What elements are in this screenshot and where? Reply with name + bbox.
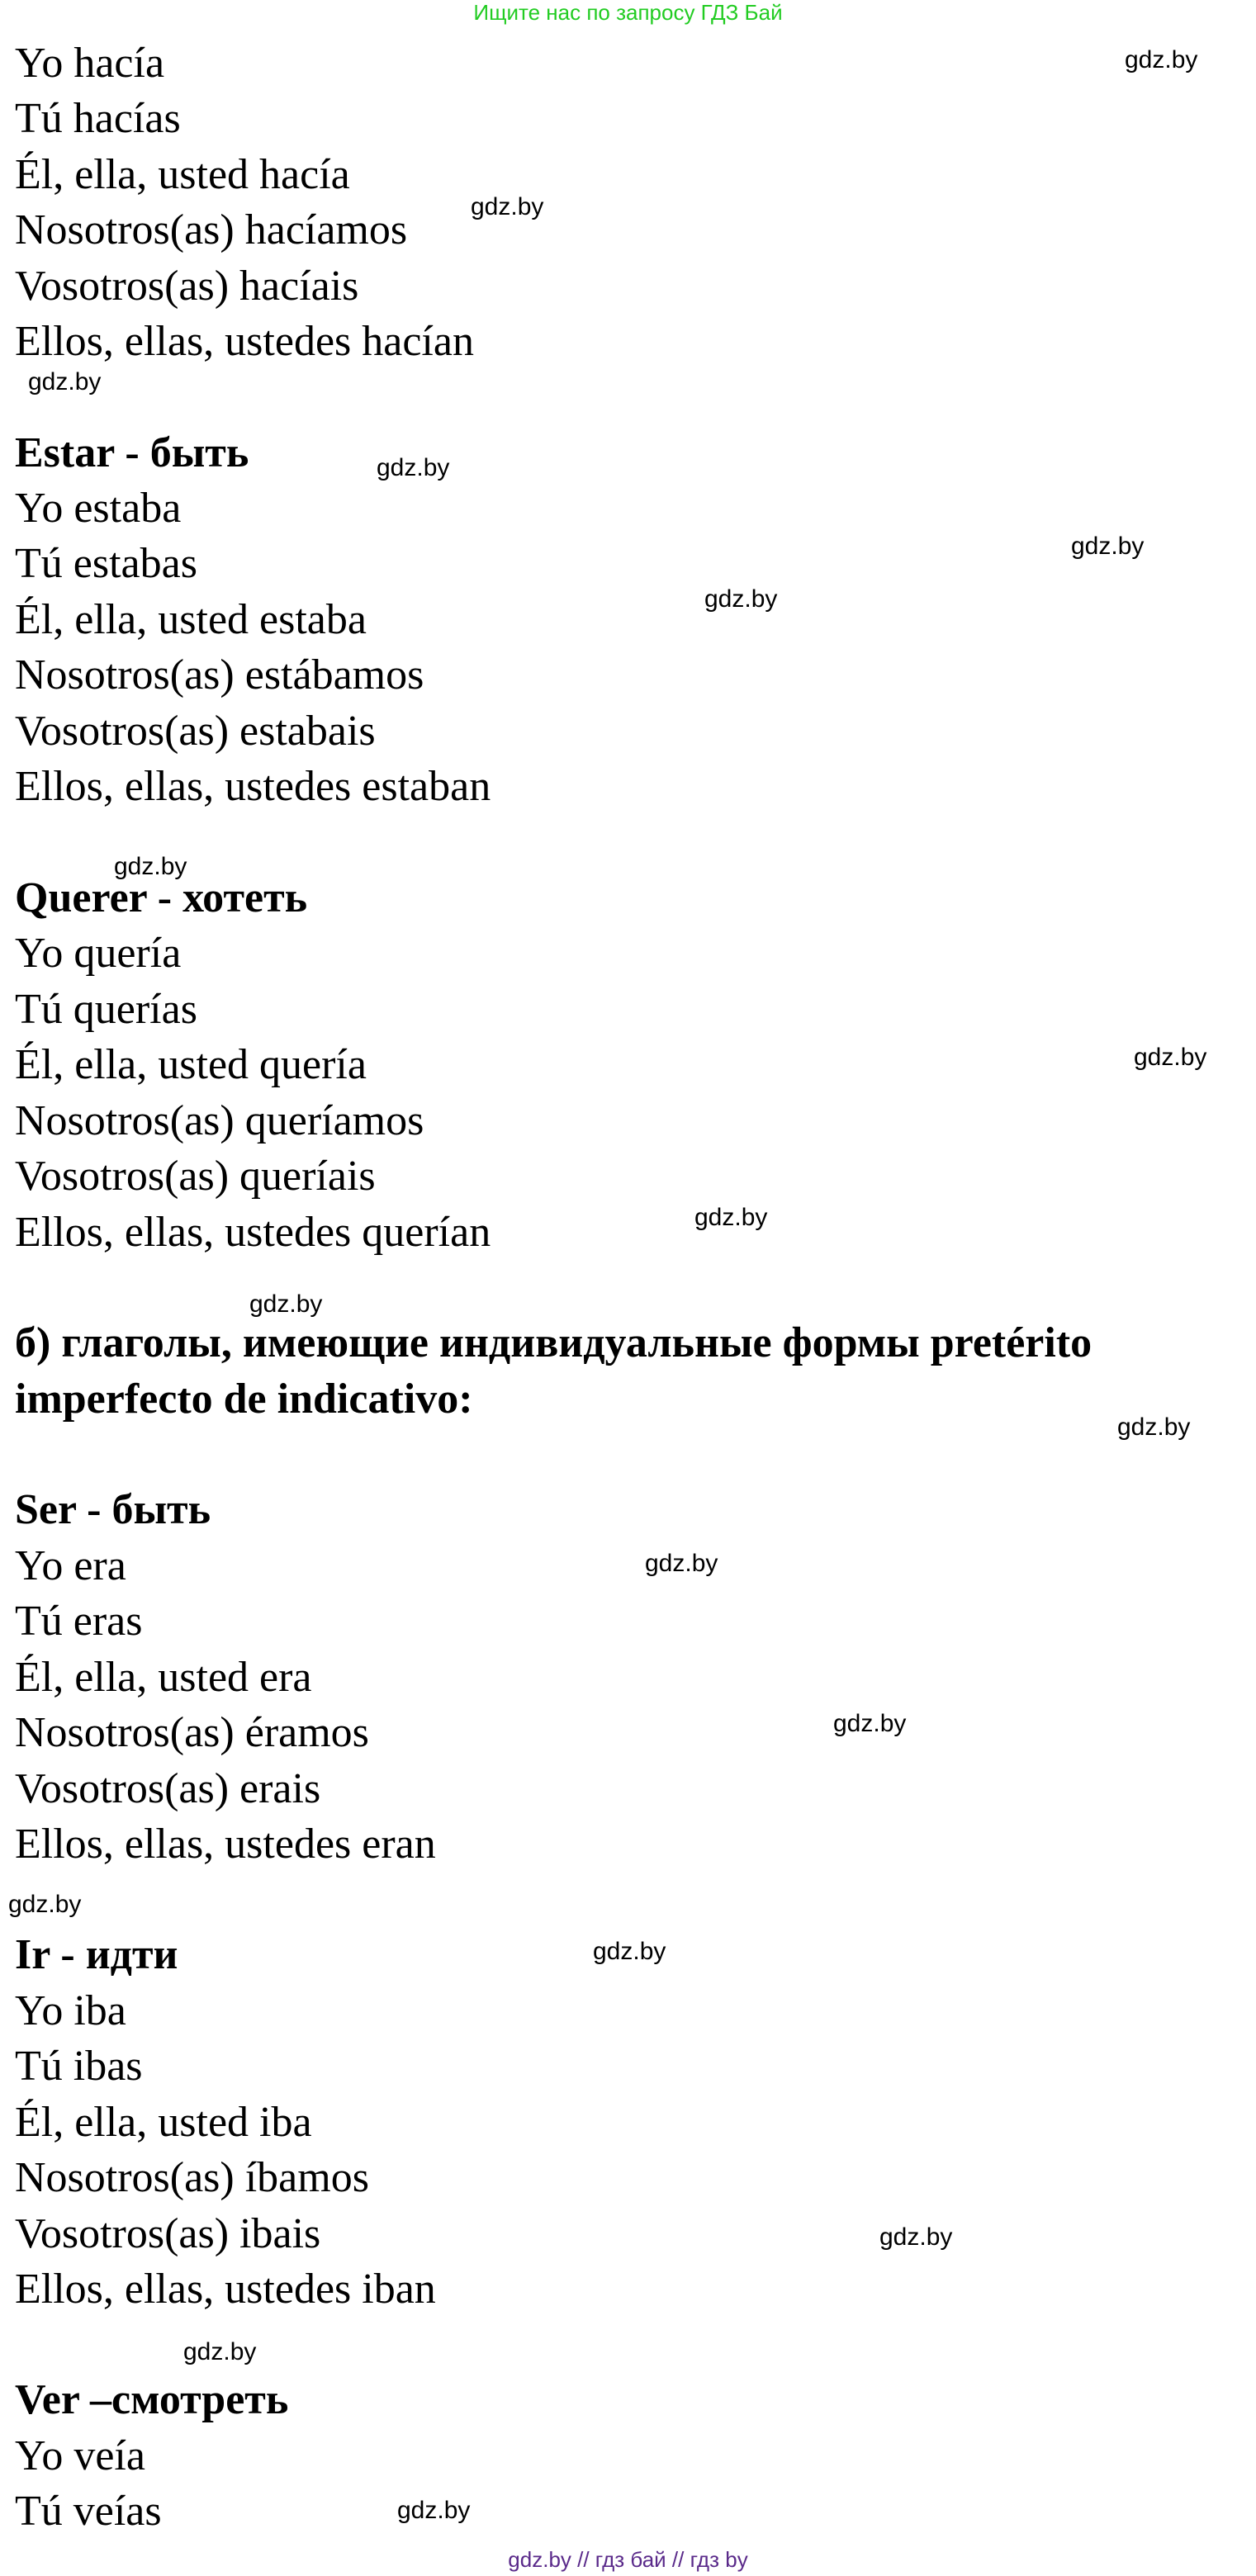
ser-form-tu: Tú eras [15, 1598, 143, 1645]
watermark: gdz.by [249, 1290, 323, 1318]
watermark: gdz.by [694, 1204, 768, 1231]
watermark: gdz.by [704, 585, 778, 613]
section-b-heading-line2: imperfecto de indicativo: [15, 1376, 473, 1423]
ser-form-ellos: Ellos, ellas, ustedes eran [15, 1821, 436, 1868]
estar-form-tu: Tú estabas [15, 540, 197, 587]
ser-form-vosotros: Vosotros(as) erais [15, 1765, 321, 1812]
watermark: gdz.by [114, 853, 187, 880]
hacer-form-vosotros: Vosotros(as) hacíais [15, 263, 359, 310]
ser-heading: Ser - быть [15, 1486, 211, 1533]
ver-heading: Ver –смотреть [15, 2376, 289, 2423]
watermark: gdz.by [1071, 533, 1145, 560]
watermark: gdz.by [8, 1891, 82, 1918]
watermark: gdz.by [1125, 46, 1198, 73]
ser-form-yo: Yo era [15, 1542, 126, 1589]
watermark: gdz.by [377, 454, 450, 481]
querer-form-nosotros: Nosotros(as) queríamos [15, 1097, 424, 1144]
ser-form-el: Él, ella, usted era [15, 1654, 312, 1701]
watermark: gdz.by [1134, 1044, 1207, 1071]
estar-form-vosotros: Vosotros(as) estabais [15, 708, 376, 755]
watermark: gdz.by [645, 1550, 718, 1577]
hacer-form-nosotros: Nosotros(as) hacíamos [15, 206, 408, 253]
estar-heading: Estar - быть [15, 429, 249, 476]
watermark: gdz.by [879, 2223, 953, 2251]
watermark: gdz.by [183, 2338, 257, 2365]
ir-form-ellos: Ellos, ellas, ustedes iban [15, 2266, 436, 2313]
estar-form-nosotros: Nosotros(as) estábamos [15, 651, 424, 698]
ver-form-yo: Yo veía [15, 2432, 145, 2479]
watermark: gdz.by [1117, 1413, 1191, 1441]
ir-form-tu: Tú ibas [15, 2043, 143, 2090]
top-banner[interactable]: Ищите нас по запросу ГДЗ Бай [473, 0, 783, 25]
ver-form-tu: Tú veías [15, 2488, 162, 2535]
watermark: gdz.by [28, 368, 102, 395]
ir-form-el: Él, ella, usted iba [15, 2099, 312, 2146]
ser-form-nosotros: Nosotros(as) éramos [15, 1709, 369, 1756]
querer-form-yo: Yo quería [15, 930, 182, 977]
watermark: gdz.by [471, 193, 544, 220]
ir-heading: Ir - идти [15, 1931, 178, 1978]
querer-form-ellos: Ellos, ellas, ustedes querían [15, 1209, 491, 1256]
estar-form-yo: Yo estaba [15, 485, 182, 532]
hacer-form-el: Él, ella, usted hacía [15, 151, 350, 198]
estar-form-ellos: Ellos, ellas, ustedes estaban [15, 763, 491, 810]
hacer-form-ellos: Ellos, ellas, ustedes hacían [15, 318, 474, 365]
querer-heading: Querer - хотеть [15, 874, 308, 921]
ir-form-nosotros: Nosotros(as) íbamos [15, 2154, 369, 2201]
querer-form-vosotros: Vosotros(as) queríais [15, 1153, 376, 1200]
watermark: gdz.by [397, 2497, 471, 2524]
querer-form-tu: Tú querías [15, 986, 197, 1033]
watermark: gdz.by [593, 1938, 666, 1965]
estar-form-el: Él, ella, usted estaba [15, 596, 367, 643]
watermark: gdz.by [833, 1710, 907, 1737]
ir-form-vosotros: Vosotros(as) ibais [15, 2210, 321, 2257]
hacer-form-tu: Tú hacías [15, 95, 181, 142]
ir-form-yo: Yo iba [15, 1987, 126, 2034]
section-b-heading-line1: б) глаголы, имеющие индивидуальные формы pretérito [15, 1319, 1092, 1366]
footer-links[interactable]: gdz.by // гдз бай // гдз by [508, 2547, 748, 2572]
hacer-form-yo: Yo hacía [15, 40, 165, 87]
querer-form-el: Él, ella, usted quería [15, 1041, 367, 1088]
